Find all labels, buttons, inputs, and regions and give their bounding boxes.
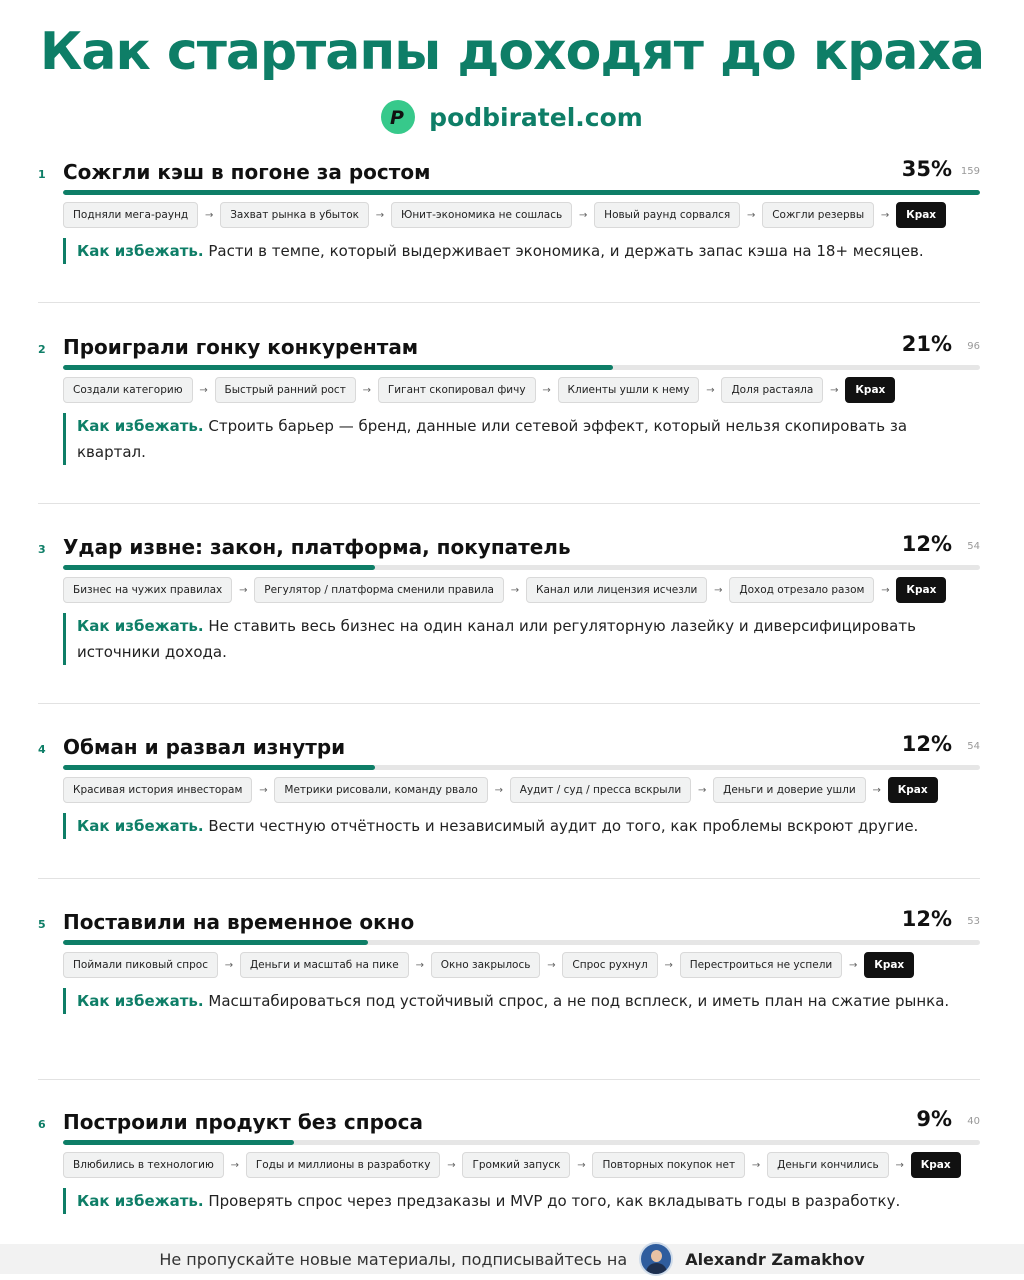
page-title: Как стартапы доходят до краха: [39, 22, 985, 82]
section-5: [38, 907, 980, 1010]
tip-text: Строить барьер — бренд, данные или сетевой эффект, который нельзя скопировать за квартал.: [77, 417, 908, 461]
arrow-right-icon: →: [849, 959, 858, 971]
flow-step: Подняли мега-раунд: [63, 202, 198, 228]
flow-step: Спрос рухнул: [562, 952, 657, 978]
share-bar-fill: [63, 1140, 294, 1145]
tip-label: Как избежать.: [77, 1192, 204, 1210]
section-count: 96: [967, 341, 980, 352]
arrow-right-icon: →: [494, 784, 503, 796]
failure-flow: [63, 577, 980, 603]
footer-text: Не пропускайте новые материалы, подписывайтесь на: [159, 1249, 628, 1269]
section-3: [38, 532, 980, 661]
avoid-tip: [63, 813, 980, 839]
flow-step: Аудит / суд / пресса вскрыли: [510, 777, 691, 803]
crash-badge: Крах: [896, 202, 946, 228]
flow-step: Гигант скопировал фичу: [378, 377, 536, 403]
flow-step: Влюбились в технологию: [63, 1152, 224, 1178]
section-divider: [38, 703, 980, 704]
arrow-right-icon: →: [577, 1159, 586, 1171]
share-bar: [63, 940, 980, 945]
tip-text: Не ставить весь бизнес на один канал или регуляторную лазейку и диверсифицировать источники дохода.: [77, 617, 916, 661]
share-bar-fill: [63, 365, 613, 370]
section-divider: [38, 302, 980, 303]
section-4: [38, 732, 980, 835]
tip-label: Как избежать.: [77, 817, 204, 835]
section-percent: 12%: [901, 732, 952, 756]
arrow-right-icon: →: [259, 784, 268, 796]
share-bar-fill: [63, 765, 375, 770]
section-header: [38, 1107, 980, 1138]
footer: [0, 1244, 1024, 1274]
arrow-right-icon: →: [415, 959, 424, 971]
section-title: Поставили на временное окно: [63, 910, 415, 934]
section-header: [38, 907, 980, 938]
flow-step: Годы и миллионы в разработку: [246, 1152, 441, 1178]
flow-step: Быстрый ранний рост: [215, 377, 356, 403]
avoid-tip: [63, 613, 980, 665]
tip-label: Как избежать.: [77, 417, 204, 435]
tip-label: Как избежать.: [77, 242, 204, 260]
arrow-right-icon: →: [881, 584, 890, 596]
section-number: 4: [38, 743, 46, 756]
section-title: Сожгли кэш в погоне за ростом: [63, 160, 431, 184]
flow-step: Громкий запуск: [462, 1152, 570, 1178]
flow-step: Красивая история инвесторам: [63, 777, 252, 803]
flow-step: Создали категорию: [63, 377, 193, 403]
arrow-right-icon: →: [747, 209, 756, 221]
section-percent: 21%: [901, 332, 952, 356]
arrow-right-icon: →: [872, 784, 881, 796]
arrow-right-icon: →: [547, 959, 556, 971]
flow-step: Захват рынка в убыток: [220, 202, 369, 228]
flow-step: Клиенты ушли к нему: [558, 377, 700, 403]
section-1: [38, 157, 980, 260]
arrow-right-icon: →: [362, 384, 372, 396]
section-6: [38, 1107, 980, 1210]
share-bar: [63, 190, 980, 195]
section-header: [38, 157, 980, 188]
arrow-right-icon: →: [375, 209, 385, 221]
failure-flow: [63, 377, 980, 403]
flow-step: Доля растаяла: [721, 377, 823, 403]
failure-flow: [63, 1152, 980, 1178]
section-divider: [38, 878, 980, 879]
arrow-right-icon: →: [830, 384, 839, 396]
section-header: [38, 332, 980, 363]
section-title: Удар извне: закон, платформа, покупатель: [63, 535, 571, 559]
flow-step: Канал или лицензия исчезли: [526, 577, 707, 603]
section-header: [38, 532, 980, 563]
crash-badge: Крах: [845, 377, 895, 403]
flow-step: Деньги и масштаб на пике: [240, 952, 409, 978]
share-bar: [63, 1140, 980, 1145]
failure-flow: [63, 777, 980, 803]
section-title: Построили продукт без спроса: [63, 1110, 424, 1134]
section-header: [38, 732, 980, 763]
arrow-right-icon: →: [447, 1159, 456, 1171]
avoid-tip: [63, 988, 980, 1014]
flow-step: Сожгли резервы: [762, 202, 874, 228]
tip-text: Проверять спрос через предзаказы и MVP до того, как вкладывать годы в разработку.: [208, 1192, 901, 1210]
author-name[interactable]: Alexandr Zamakhov: [685, 1249, 865, 1269]
share-bar-fill: [63, 565, 375, 570]
section-2: [38, 332, 980, 461]
tip-text: Расти в темпе, который выдерживает экономика, и держать запас кэша на 18+ месяцев.: [208, 242, 924, 260]
section-divider: [38, 1079, 980, 1080]
brand-name[interactable]: podbiratel.com: [429, 102, 643, 132]
share-bar-fill: [63, 190, 980, 195]
section-count: 53: [967, 916, 980, 927]
avoid-tip: [63, 413, 980, 465]
arrow-right-icon: →: [199, 384, 208, 396]
crash-badge: Крах: [864, 952, 914, 978]
crash-badge: Крах: [911, 1152, 961, 1178]
section-percent: 35%: [901, 157, 952, 181]
flow-step: Метрики рисовали, команду рвало: [274, 777, 487, 803]
section-count: 54: [967, 741, 980, 752]
arrow-right-icon: →: [706, 384, 715, 396]
tip-label: Как избежать.: [77, 617, 204, 635]
arrow-right-icon: →: [205, 209, 214, 221]
arrow-right-icon: →: [239, 584, 248, 596]
arrow-right-icon: →: [664, 959, 673, 971]
flow-step: Деньги кончились: [767, 1152, 889, 1178]
flow-step: Юнит-экономика не сошлась: [391, 202, 572, 228]
author-avatar[interactable]: [639, 1242, 673, 1276]
section-number: 5: [38, 918, 46, 931]
failure-flow: [63, 202, 980, 228]
flow-step: Поймали пиковый спрос: [63, 952, 218, 978]
tip-text: Вести честную отчётность и независимый аудит до того, как проблемы вскроют другие.: [208, 817, 919, 835]
tip-label: Как избежать.: [77, 992, 204, 1010]
flow-step: Перестроиться не успели: [680, 952, 843, 978]
section-title: Проиграли гонку конкурентам: [63, 335, 419, 359]
section-number: 3: [38, 543, 46, 556]
avoid-tip: [63, 1188, 980, 1214]
share-bar: [63, 565, 980, 570]
flow-step: Новый раунд сорвался: [594, 202, 740, 228]
podbiratel-logo-icon: [381, 100, 415, 134]
share-bar-fill: [63, 940, 368, 945]
flow-step: Окно закрылось: [431, 952, 541, 978]
arrow-right-icon: →: [751, 1159, 761, 1171]
section-count: 159: [960, 166, 980, 177]
section-percent: 12%: [901, 532, 952, 556]
section-number: 2: [38, 343, 46, 356]
section-title: Обман и развал изнутри: [63, 735, 346, 759]
share-bar: [63, 765, 980, 770]
section-number: 1: [38, 168, 46, 181]
section-divider: [38, 503, 980, 504]
failure-flow: [63, 952, 980, 978]
arrow-right-icon: →: [578, 209, 588, 221]
section-percent: 12%: [901, 907, 952, 931]
section-count: 40: [967, 1116, 980, 1127]
avoid-tip: [63, 238, 980, 264]
arrow-right-icon: →: [224, 959, 234, 971]
crash-badge: Крах: [888, 777, 938, 803]
brand[interactable]: [0, 100, 1024, 134]
arrow-right-icon: →: [542, 384, 551, 396]
flow-step: Деньги и доверие ушли: [713, 777, 866, 803]
share-bar: [63, 365, 980, 370]
arrow-right-icon: →: [510, 584, 520, 596]
section-count: 54: [967, 541, 980, 552]
flow-step: Доход отрезало разом: [729, 577, 874, 603]
arrow-right-icon: →: [697, 784, 707, 796]
section-percent: 9%: [916, 1107, 952, 1131]
arrow-right-icon: →: [714, 584, 723, 596]
svg-text:P: P: [390, 107, 405, 128]
flow-step: Регулятор / платформа сменили правила: [254, 577, 504, 603]
flow-step: Повторных покупок нет: [592, 1152, 745, 1178]
arrow-right-icon: →: [880, 209, 890, 221]
section-number: 6: [38, 1118, 46, 1131]
crash-badge: Крах: [896, 577, 946, 603]
flow-step: Бизнес на чужих правилах: [63, 577, 232, 603]
tip-text: Масштабироваться под устойчивый спрос, а не под всплеск, и иметь план на сжатие рынка.: [208, 992, 950, 1010]
arrow-right-icon: →: [230, 1159, 239, 1171]
arrow-right-icon: →: [895, 1159, 904, 1171]
